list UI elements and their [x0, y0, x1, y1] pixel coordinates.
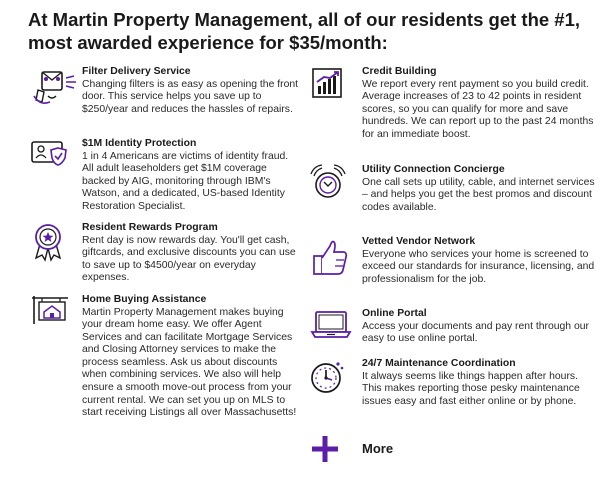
clock-icon — [310, 358, 362, 408]
rewards-ribbon-icon — [30, 222, 82, 285]
feature-desc: It always seems like things happen after hours. This makes reporting those pesky maintenance issues easy and fast either online or by phone. — [362, 370, 580, 407]
plus-icon[interactable] — [310, 434, 362, 464]
more-label[interactable]: More — [362, 441, 394, 456]
credit-chart-icon — [310, 66, 362, 141]
feature-desc: Rent day is now rewards day. You'll get cash, giftcards, and exclusive discounts you can use to save up to $4500/year on everyday expenses. — [82, 234, 296, 284]
feature-desc: One call sets up utility, cable, and internet services – and helps you get the best promos and discount codes available. — [362, 176, 595, 213]
feature-title: Resident Rewards Program — [82, 222, 218, 233]
feature-desc: We report every rent payment so you build credit. Average increases of 23 to 42 points in resident scores, so you can qualify for more and save hundreds. We can report up to the past 24 months for an immediate boost. — [362, 78, 594, 140]
feature-title: 24/7 Maintenance Coordination — [362, 358, 516, 369]
feature-title: Filter Delivery Service — [82, 66, 191, 77]
feature-title: Utility Connection Concierge — [362, 164, 505, 175]
feature-desc: Changing filters is as easy as opening the front door. This service helps you save up to $250/year and reduces the hassles of repairs. — [82, 78, 299, 115]
filter-delivery-icon — [30, 66, 82, 116]
feature-resident-rewards — [30, 222, 300, 285]
identity-protection-icon — [30, 138, 82, 213]
headline: At Martin Property Management, all of our residents get the #1, most awarded experience for $35/month: — [28, 9, 581, 53]
thumbs-up-icon — [310, 236, 362, 286]
feature-identity-protection — [30, 138, 300, 213]
feature-title: Home Buying Assistance — [82, 294, 207, 305]
feature-maintenance — [310, 358, 598, 408]
feature-desc: Access your documents and pay rent through our easy to use online portal. — [362, 320, 589, 345]
feature-title: Vetted Vendor Network — [362, 236, 476, 247]
feature-filter-delivery — [30, 66, 300, 116]
feature-desc: 1 in 4 Americans are victims of identity fraud. All adult leaseholders get $1M coverage backed by AIG, monitoring through IBM's Watson, and a dedicated, US-based Identity Restoration Specialist. — [82, 150, 289, 212]
feature-online-portal — [310, 308, 598, 346]
feature-title: $1M Identity Protection — [82, 138, 197, 149]
feature-title: Online Portal — [362, 308, 427, 319]
feature-desc: Martin Property Management makes buying your dream home easy. We offer Agent Services and can facilitate Mortgage Services and Closing Attorney services to make the process seamless. Ask us about discounts when combining services. We also will help ensure a smooth move-out process from your current rental. We can set you up on MLS to start receiving Listings all over Massachusetts! — [82, 306, 297, 419]
feature-vetted-vendor — [310, 236, 598, 286]
house-sign-icon — [30, 294, 82, 420]
feature-title: Credit Building — [362, 66, 437, 77]
more-button[interactable] — [310, 434, 393, 464]
utility-dial-icon — [310, 164, 362, 214]
feature-credit-building — [310, 66, 598, 141]
feature-utility-concierge — [310, 164, 598, 214]
laptop-icon — [310, 308, 362, 346]
feature-home-buying — [30, 294, 300, 420]
feature-desc: Everyone who services your home is screened to exceed our standards for insurance, licensing, and professionalism for the job. — [362, 248, 595, 285]
